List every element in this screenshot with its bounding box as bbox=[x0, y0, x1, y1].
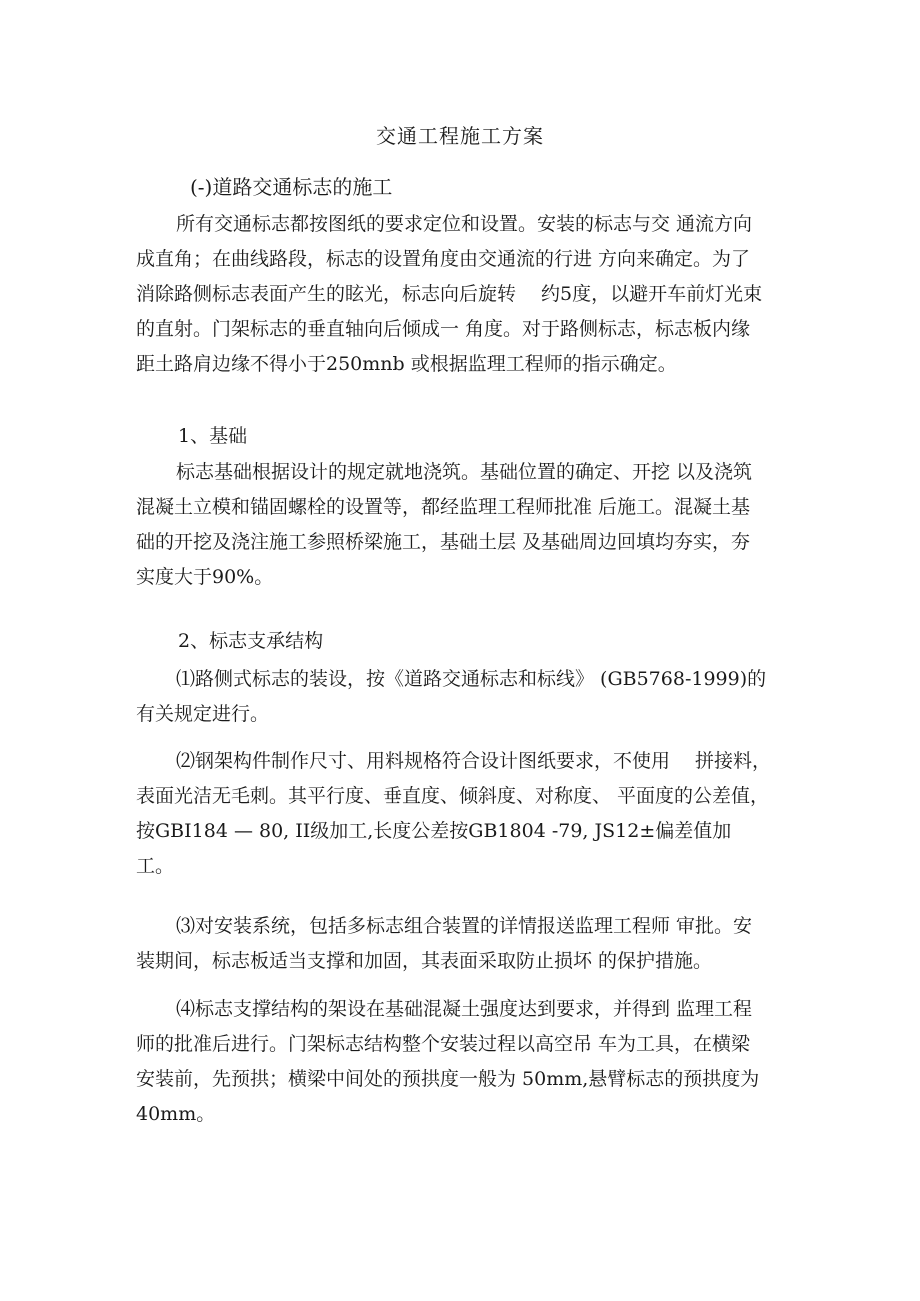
paragraph-line: 成直角；在曲线路段，标志的设置角度由交通流的行进 方向来确定。为了 bbox=[136, 248, 751, 270]
paragraph-line: 混凝土立模和锚固螺栓的设置等，都经监理工程师批准 后施工。混凝土基 bbox=[136, 496, 751, 518]
document-title: 交通工程施工方案 bbox=[376, 124, 544, 148]
paragraph-line: 表面光洁无毛刺。其平行度、垂直度、倾斜度、对称度、 平面度的公差值， bbox=[136, 785, 770, 807]
paragraph-line: 有关规定进行。 bbox=[136, 703, 270, 725]
subsection-heading-foundation: 1、基础 bbox=[178, 425, 248, 447]
paragraph-line: ⑵钢架构件制作尺寸、用料规格符合设计图纸要求，不使用 拼接料， bbox=[176, 750, 772, 772]
paragraph-line: 实度大于90%。 bbox=[136, 566, 274, 588]
paragraph-line: 消除路侧标志表面产生的眩光，标志向后旋转 约5度，以避开车前灯光束 bbox=[136, 283, 763, 305]
paragraph-line: 础的开挖及浇注施工参照桥梁施工，基础土层 及基础周边回填均夯实，夯 bbox=[136, 531, 751, 553]
item-3-paragraph bbox=[136, 909, 792, 979]
paragraph-line: 所有交通标志都按图纸的要求定位和设置。安装的标志与交 通流方向 bbox=[176, 213, 753, 235]
paragraph-line: 师的批准后进行。门架标志结构整个安装过程以高空吊 车为工具，在横梁 bbox=[136, 1033, 751, 1055]
paragraph-line: ⑶对安装系统，包括多标志组合装置的详情报送监理工程师 审批。安 bbox=[176, 915, 753, 937]
paragraph-line: 标志基础根据设计的规定就地浇筑。基础位置的确定、开挖 以及浇筑 bbox=[176, 461, 753, 483]
item-4-paragraph bbox=[136, 992, 792, 1132]
paragraph-line: ⑴路侧式标志的装设，按《道路交通标志和标线》 (GB5768-1999)的 bbox=[176, 668, 767, 690]
paragraph-line: 工。 bbox=[136, 855, 175, 877]
paragraph-line: ⑷标志支撑结构的架设在基础混凝土强度达到要求，并得到 监理工程 bbox=[176, 998, 753, 1020]
paragraph-line: 的直射。门架标志的垂直轴向后倾成一 角度。对于路侧标志，标志板内缘 bbox=[136, 318, 751, 340]
paragraph-line: 40mm。 bbox=[136, 1103, 216, 1125]
paragraph-line: 按GBI184 — 80, II级加工,长度公差按GB1804 -79, JS12±偏差值加 bbox=[136, 820, 732, 842]
paragraph-line: 距土路肩边缘不得小于250mnb 或根据监理工程师的指示确定。 bbox=[136, 353, 677, 375]
foundation-paragraph bbox=[136, 455, 792, 595]
item-2-paragraph bbox=[136, 744, 792, 884]
subsection-heading-support-structure: 2、标志支承结构 bbox=[178, 630, 324, 652]
item-1-paragraph bbox=[136, 662, 792, 732]
intro-paragraph bbox=[136, 207, 792, 382]
section-heading: (-)道路交通标志的施工 bbox=[190, 175, 393, 199]
paragraph-line: 安装前，先预拱；横梁中间处的预拱度一般为 50mm,悬臂标志的预拱度为 bbox=[136, 1068, 760, 1090]
paragraph-line: 装期间，标志板适当支撑和加固，其表面采取防止损坏 的保护措施。 bbox=[136, 950, 713, 972]
